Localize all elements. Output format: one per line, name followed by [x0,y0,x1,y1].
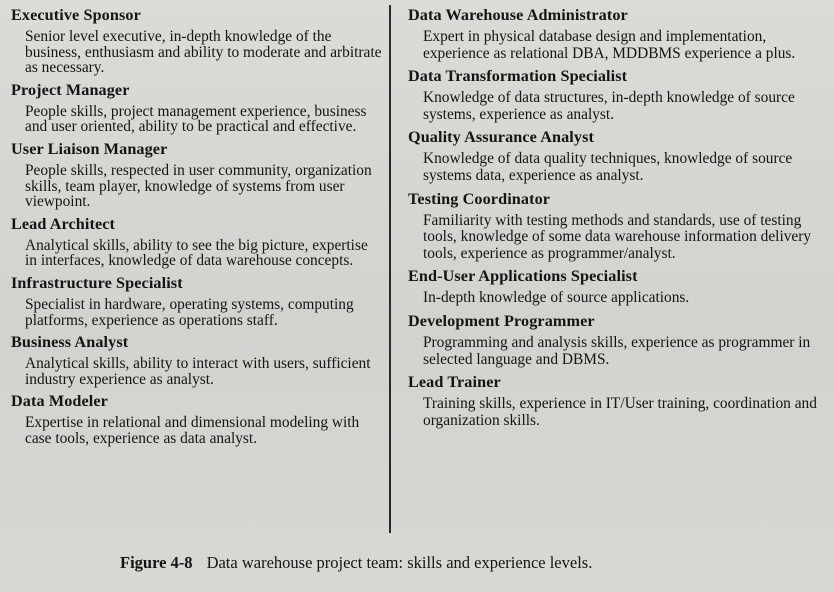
role-entry-project-manager [11,81,383,135]
role-title: Data Modeler [11,392,108,411]
right-column [408,6,828,434]
role-description: People skills, project management experience, business and user oriented, ability to be practical and effective. [25,102,367,136]
role-description: In-depth knowledge of source applications. [423,289,690,307]
role-title: Lead Architect [11,214,116,233]
left-column [11,6,383,452]
role-description: Analytical skills, ability to see the big picture, expertise in interfaces, knowledge of data warehouse concepts. [25,236,368,270]
role-entry-business-analyst [11,333,383,387]
role-entry-lead-architect [11,215,383,269]
role-title: Lead Trainer [408,373,501,392]
role-description: Familiarity with testing methods and standards, use of testing tools, knowledge of some data warehouse information delivery tools, experience as programmer/analyst. [423,211,812,262]
role-entry-quality-assurance-analyst [408,128,828,184]
role-title: Data Transformation Specialist [408,67,628,86]
role-description: Specialist in hardware, operating systems, computing platforms, experience as operations staff. [25,295,354,329]
role-entry-data-transformation-specialist [408,67,828,123]
role-title: Executive Sponsor [11,6,141,24]
role-title: Business Analyst [11,333,129,352]
role-entry-lead-trainer [408,373,828,429]
role-description: Analytical skills, ability to interact with users, sufficient industry experience as analyst. [25,355,371,388]
role-description: Training skills, experience in IT/User training, coordination and organization skills. [423,395,817,429]
role-description: People skills, respected in user community, organization skills, team player, knowledge of systems from user viewpoint. [25,161,372,211]
role-title: User Liaison Manager [11,139,168,158]
role-title: Testing Coordinator [408,189,551,208]
role-entry-data-warehouse-administrator [408,6,828,62]
role-description: Senior level executive, in-depth knowledge of the business, enthusiasm and ability to moderate and arbitrate as necessary. [25,28,382,77]
figure-number: Figure 4-8 [120,553,193,572]
role-title: Project Manager [11,80,130,99]
role-title: Quality Assurance Analyst [408,128,594,147]
role-entry-user-liaison-manager [11,140,383,210]
role-entry-development-programmer [408,312,828,368]
column-divider [389,5,391,533]
role-title: Infrastructure Specialist [11,273,183,292]
role-description: Expert in physical database design and implementation, experience as relational DBA, MDDBMS experience a plus. [423,28,796,62]
role-entry-infrastructure-specialist [11,274,383,328]
role-title: End-User Applications Specialist [408,267,638,286]
role-description: Programming and analysis skills, experience as programmer in selected language and DBMS. [423,333,811,368]
role-title: Data Warehouse Administrator [408,6,628,24]
role-title: Development Programmer [408,311,595,330]
role-description: Knowledge of data quality techniques, knowledge of source systems data, experience as analyst. [423,150,793,184]
role-description: Knowledge of data structures, in-depth knowledge of source systems, experience as analyst. [423,89,795,123]
figure-caption-text: Data warehouse project team: skills and experience levels. [206,553,593,572]
role-entry-executive-sponsor [11,6,383,76]
role-entry-end-user-applications-specialist [408,267,828,307]
role-entry-testing-coordinator [408,190,828,263]
role-entry-data-modeler [11,392,383,446]
figure-caption [120,553,592,573]
role-description: Expertise in relational and dimensional modeling with case tools, experience as data analyst. [25,414,360,447]
